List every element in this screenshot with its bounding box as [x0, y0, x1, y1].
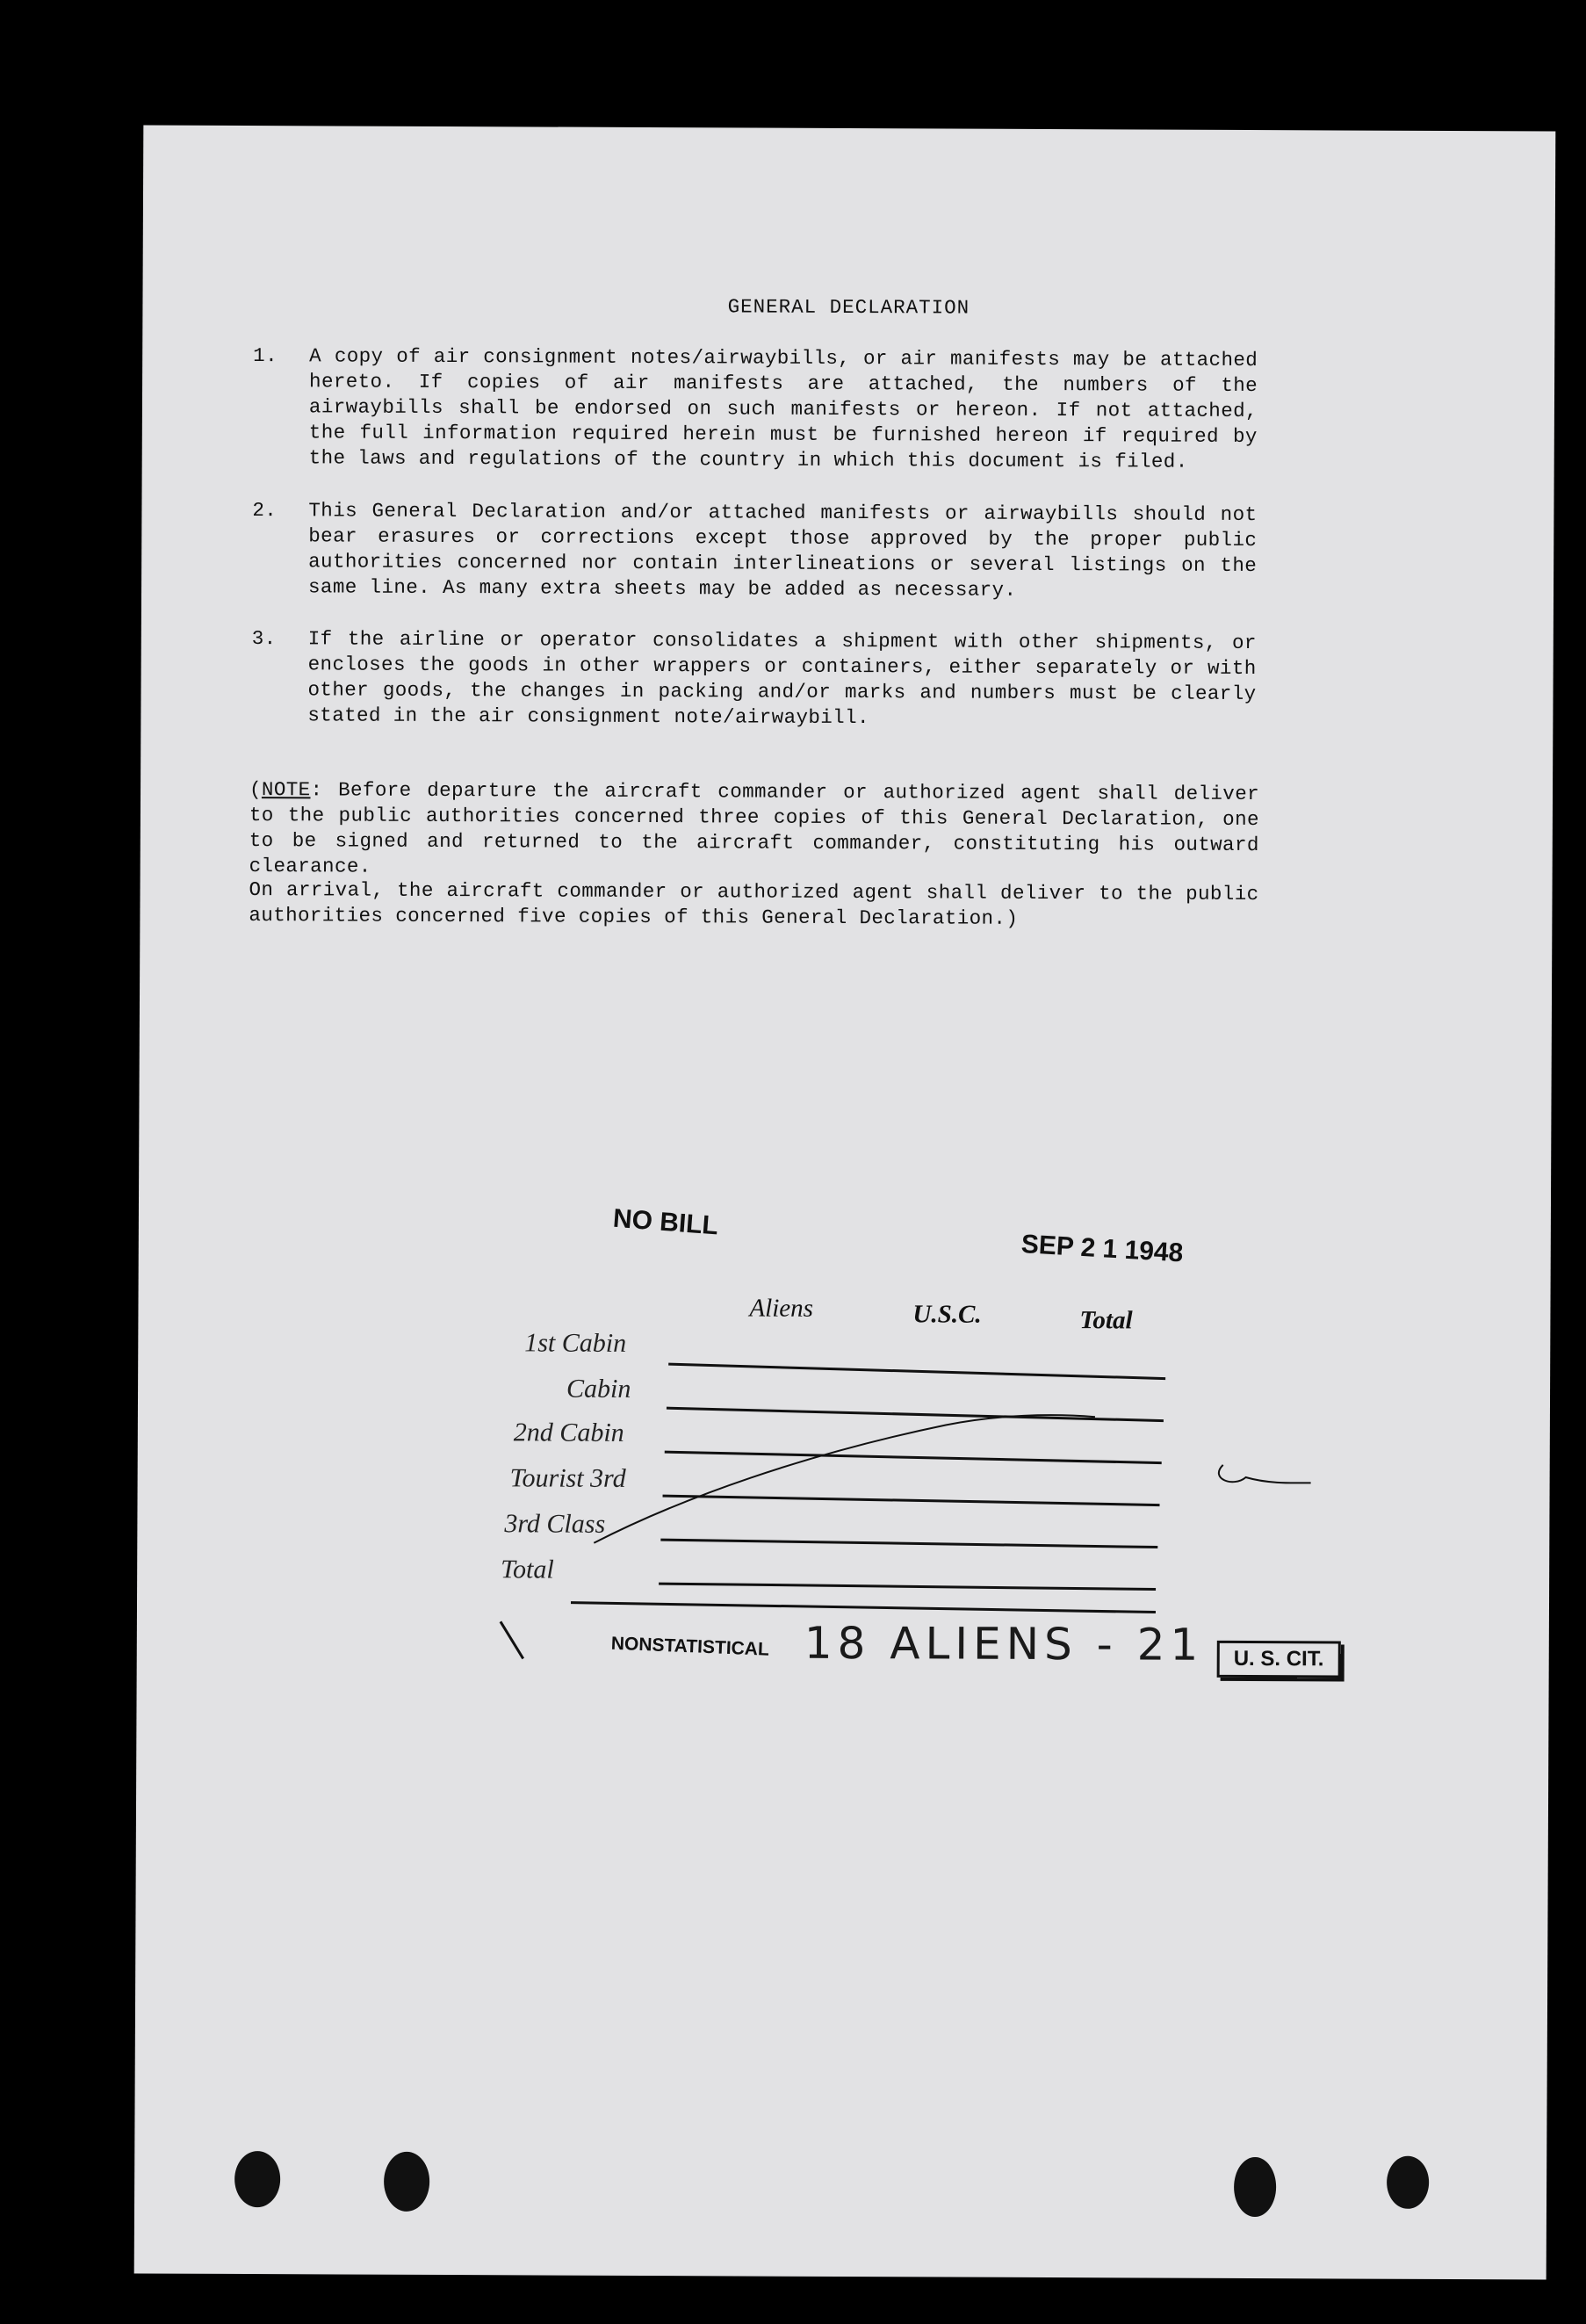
paragraph-number: 3. [251, 627, 277, 651]
row-line [659, 1584, 1156, 1589]
row-line [660, 1540, 1157, 1547]
note-label: NOTE [261, 778, 311, 802]
row-total: Total [501, 1555, 554, 1584]
arrival-paragraph: On arrival, the aircraft commander or authorized agent shall deliver to the public authorities concerned five copies of this General Declaration.) [249, 878, 1259, 930]
date-stamp: SEP 2 1 1948 [1020, 1230, 1185, 1268]
stamp-lines [134, 126, 1556, 2280]
document-page [134, 126, 1556, 2280]
row-cabin: Cabin [566, 1374, 631, 1404]
row-line [571, 1603, 1156, 1613]
row-3rd-class: 3rd Class [504, 1509, 606, 1539]
punch-holes [234, 2151, 1429, 2218]
row-line [667, 1408, 1164, 1420]
column-aliens: Aliens [749, 1294, 814, 1323]
column-total: Total [1079, 1306, 1133, 1335]
row-1st-cabin: 1st Cabin [524, 1328, 627, 1358]
document-title: GENERAL DECLARATION [727, 295, 970, 320]
handwritten-count: 18 ALIENS - 21 [804, 1617, 1204, 1671]
row-line [663, 1496, 1160, 1505]
note-open-paren: ( [249, 778, 263, 802]
no-bill-stamp: NO BILL [611, 1203, 719, 1241]
paragraph-text: If the airline or operator consolidates a shipment with other shipments, or encloses the goods in other wrappers or containers, either separately or with other goods, the changes in packing and/or marks and numbers must be clearly stated in the air consignment note/airwaybill. [307, 627, 1257, 730]
handwritten-mark [1219, 1465, 1311, 1483]
handwritten-stroke [594, 1413, 1095, 1545]
paragraph-number: 1. [253, 344, 278, 368]
paragraph-number: 2. [252, 499, 278, 523]
column-usc: U.S.C. [912, 1300, 982, 1329]
note-text: : Before departure the aircraft commander or authorized agent shall deliver to the public authorities concerned three copies of this General Declaration, one to be signed and returned to the aircraft commander, constituting his outward clearance. [249, 778, 1260, 878]
nonstatistical-stamp: NONSTATISTICAL [610, 1633, 770, 1660]
row-2nd-cabin: 2nd Cabin [513, 1418, 624, 1447]
row-line [665, 1452, 1162, 1462]
row-line [668, 1364, 1165, 1378]
paragraph-text: A copy of air consignment notes/airwaybills, or air manifests may be attached hereto. If copies of air manifests are attached, the numbers of the airwaybills shall be endorsed on such manifests or hereon. If not attached, the full information required herein must be furnished hereon if required by the laws and regulations of the country in which this document is filed. [308, 344, 1258, 473]
us-cit-stamp: U. S. CIT. [1217, 1641, 1341, 1678]
row-tourist-3rd: Tourist 3rd [509, 1463, 626, 1493]
paragraph-text: This General Declaration and/or attached manifests or airwaybills should not bear erasures or corrections except those approved by the proper public authorities concerned nor contain interlineations or several listings on the same line. As many extra sheets may be added as necessary. [307, 499, 1258, 602]
handwritten-tick [501, 1621, 523, 1658]
